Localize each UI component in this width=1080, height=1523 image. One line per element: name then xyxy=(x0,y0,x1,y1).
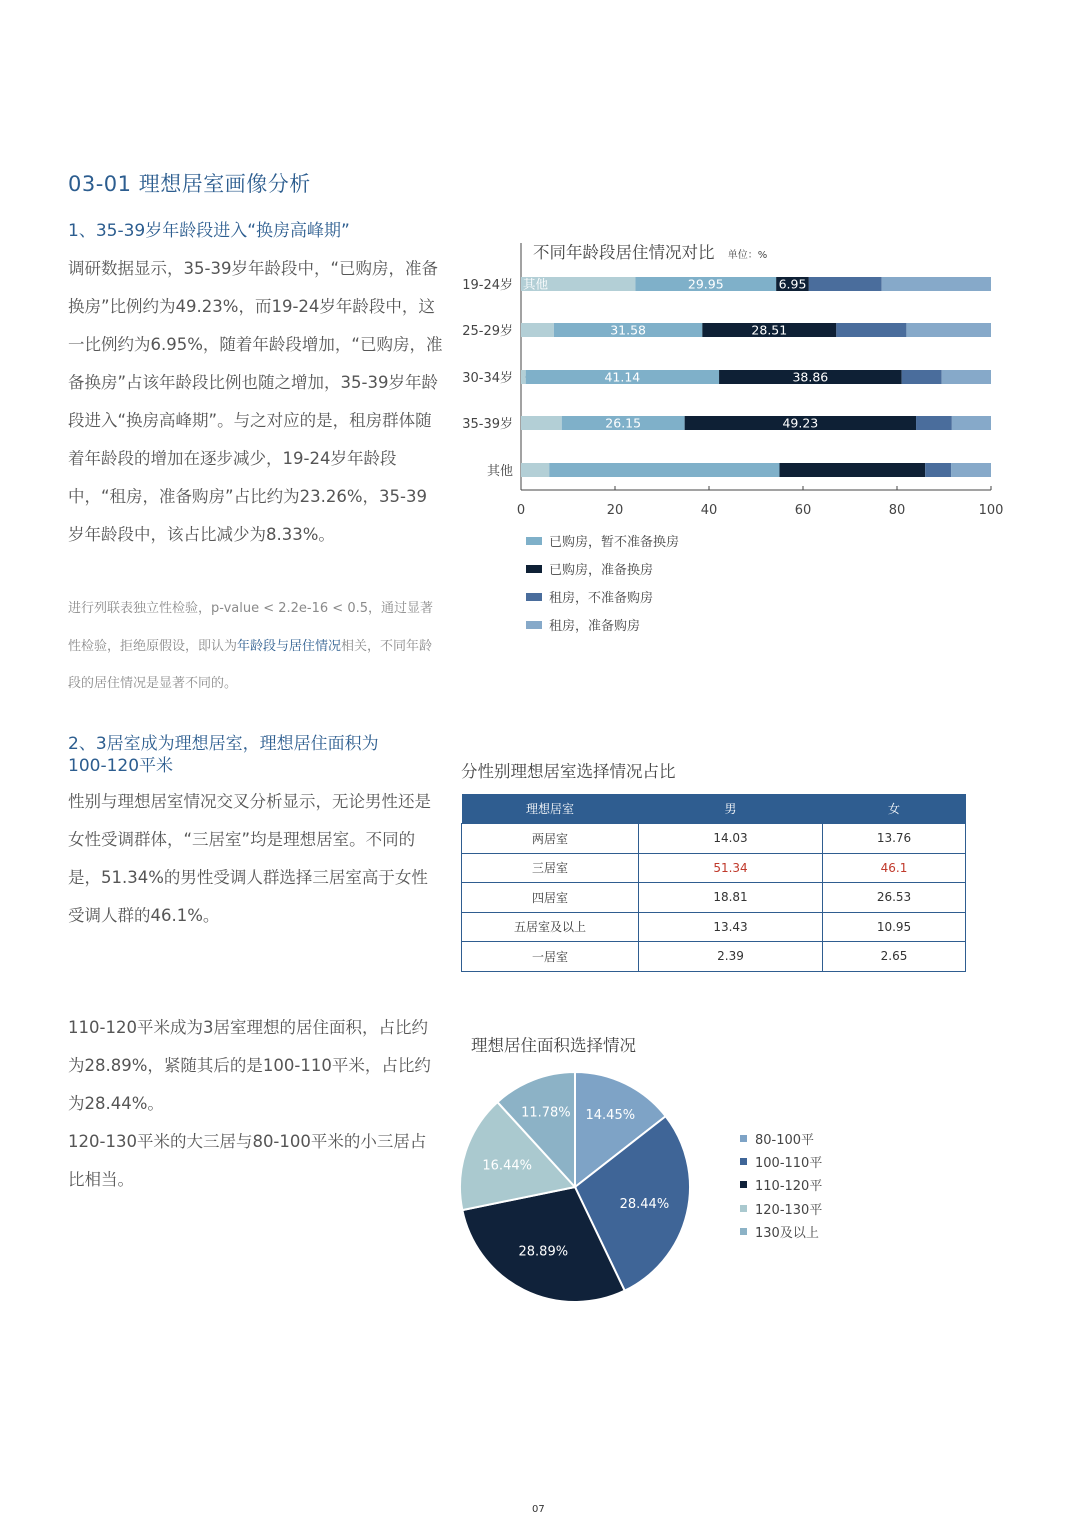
bar-value-label: 38.86 xyxy=(792,369,829,385)
part2-paragraph: 性别与理想居室情况交叉分析显示，无论男性还是女性受调群体，“三居室”均是理想居室。不同的是，51.34%的男性受调人群选择三居室高于女性受调人群的46.1%。 xyxy=(68,792,431,925)
pie-legend-item xyxy=(740,1152,822,1171)
x-tick-label: 0 xyxy=(516,503,526,518)
bar-segment xyxy=(882,277,991,291)
bar-value-label: 29.95 xyxy=(687,276,724,292)
category-label: 30-34岁 xyxy=(462,371,513,386)
legend-swatch xyxy=(740,1135,747,1142)
table-row xyxy=(462,912,966,942)
category-label: 其他 xyxy=(486,464,513,479)
category-label: 19-24岁 xyxy=(462,278,513,293)
table-row xyxy=(462,883,966,913)
bar-segment-other xyxy=(521,416,562,430)
bar-segment xyxy=(916,416,952,430)
bar-segment xyxy=(780,463,926,477)
x-tick-label: 20 xyxy=(606,503,624,518)
category-label: 25-29岁 xyxy=(462,324,513,339)
pie-value-label: 16.44% xyxy=(482,1158,532,1174)
note-text-before: 进行列联表独立性检验，p-value < 2.2e-16 < 0.5，通过显著性检验，拒绝原假设，即认为 xyxy=(68,601,433,654)
legend-label: 130及以上 xyxy=(755,1225,819,1241)
table-cell: 2.39 xyxy=(639,942,823,972)
legend-swatch xyxy=(740,1158,747,1165)
pie-legend-item xyxy=(740,1129,814,1148)
legend-label: 110-120平 xyxy=(755,1179,823,1195)
bar-value-label: 49.23 xyxy=(782,415,819,431)
table-row xyxy=(462,824,966,854)
pie-value-label: 28.89% xyxy=(518,1244,569,1260)
pie-legend-item xyxy=(740,1199,822,1218)
bar-legend-item xyxy=(526,531,679,550)
legend-swatch xyxy=(526,537,542,545)
part1-heading: 1、35-39岁年龄段进入“换房高峰期” xyxy=(68,221,350,241)
category-label: 35-39岁 xyxy=(462,417,513,432)
table-header-female: 女 xyxy=(823,794,966,824)
bar-segment-other xyxy=(521,323,554,337)
table-cell-highlight: 46.1 xyxy=(823,853,966,883)
part3-paragraph-1: 110-120平米成为3居室理想的居住面积，占比约为28.89%，紧随其后的是100-110平米，占比约为28.44%。 xyxy=(68,1018,431,1113)
legend-swatch xyxy=(740,1228,747,1235)
legend-label: 租房，不准备购房 xyxy=(549,591,654,606)
table-row xyxy=(462,942,966,972)
bar-segment xyxy=(902,370,942,384)
bar-segment-other xyxy=(521,463,549,477)
table-header-room: 理想居室 xyxy=(462,794,639,824)
area-preference-pie-chart xyxy=(455,1066,700,1311)
table-title: 分性别理想居室选择情况占比 xyxy=(461,762,676,781)
pie-chart-title: 理想居住面积选择情况 xyxy=(471,1036,636,1055)
x-tick-label: 60 xyxy=(794,503,812,518)
note-text-after: 相关，不同年龄段的居住情况是显著不同的。 xyxy=(68,638,433,691)
table-cell: 13.76 xyxy=(823,824,966,854)
part2-heading: 2、3居室成为理想居室，理想居住面积为100-120平米 xyxy=(68,734,379,776)
bar-segment xyxy=(942,370,991,384)
page-number: 07 xyxy=(532,1504,545,1515)
bar-legend-item xyxy=(526,559,653,578)
table-cell-highlight: 51.34 xyxy=(639,853,823,883)
bar-segment xyxy=(809,277,882,291)
pie-value-label: 11.78% xyxy=(521,1105,571,1121)
legend-label: 80-100平 xyxy=(755,1133,815,1148)
legend-swatch xyxy=(740,1205,747,1212)
legend-label: 已购房，准备换房 xyxy=(549,563,654,578)
part3-text xyxy=(68,1009,438,1199)
pie-legend-item xyxy=(740,1175,822,1194)
table-header-row xyxy=(462,794,966,824)
x-tick-label: 80 xyxy=(888,503,906,518)
note-highlight: 年龄段与居住情况 xyxy=(237,638,342,654)
significance-note xyxy=(68,590,443,703)
bar-segment xyxy=(549,463,779,477)
other-segment-label: 其他 xyxy=(523,276,549,292)
x-tick-label: 40 xyxy=(700,503,718,518)
table-cell: 14.03 xyxy=(639,824,823,854)
part3-paragraph-2: 120-130平米的大三居与80-100平米的小三居占比相当。 xyxy=(68,1132,427,1189)
bar-segment xyxy=(925,463,951,477)
bar-value-label: 31.58 xyxy=(610,322,647,338)
legend-swatch xyxy=(526,565,542,573)
table-row xyxy=(462,853,966,883)
bar-segment xyxy=(952,416,991,430)
bar-segment xyxy=(951,463,991,477)
bar-chart-title-text: 不同年龄段居住情况对比 xyxy=(533,243,715,262)
table-cell: 五居室及以上 xyxy=(462,912,639,942)
legend-label: 已购房，暂不准备换房 xyxy=(549,535,680,550)
legend-swatch xyxy=(740,1181,747,1188)
table-cell: 10.95 xyxy=(823,912,966,942)
table-cell: 18.81 xyxy=(639,883,823,913)
bar-segment-other xyxy=(521,370,526,384)
table-header-male: 男 xyxy=(639,794,823,824)
bar-segment xyxy=(836,323,906,337)
legend-label: 100-110平 xyxy=(755,1156,823,1172)
section-title: 03-01 理想居室画像分析 xyxy=(68,172,311,196)
pie-value-label: 28.44% xyxy=(619,1196,670,1212)
table-cell: 一居室 xyxy=(462,942,639,972)
table-cell: 两居室 xyxy=(462,824,639,854)
bar-legend-item xyxy=(526,587,653,606)
pie-value-label: 14.45% xyxy=(585,1108,636,1124)
table-cell: 三居室 xyxy=(462,853,639,883)
table-cell: 26.53 xyxy=(823,883,966,913)
legend-label: 120-130平 xyxy=(755,1202,823,1218)
table-cell: 13.43 xyxy=(639,912,823,942)
bar-value-label: 41.14 xyxy=(604,369,641,385)
bar-value-label: 26.15 xyxy=(605,415,642,431)
pie-legend-item xyxy=(740,1222,819,1241)
bar-segment xyxy=(906,323,991,337)
bar-value-label: 6.95 xyxy=(778,276,807,292)
part1-paragraph: 调研数据显示，35-39岁年龄段中，“已购房，准备换房”比例约为49.23%，而19-24岁年龄段中，这一比例约为6.95%，随着年龄段增加，“已购房，准备换房”占该年龄段比例也随之增加，35-39岁年龄段进入“换房高峰期”。与之对应的是，租房群体随着年龄段的增加在逐步减少，19-24岁年龄段中，“租房，准备购房”占比约为23.26%，35-39岁年龄段中，该占比减少为8.33%。 xyxy=(68,259,443,544)
table-cell: 2.65 xyxy=(823,942,966,972)
bar-value-label: 28.51 xyxy=(751,322,788,338)
table-cell: 四居室 xyxy=(462,883,639,913)
bar-chart-unit: 单位：% xyxy=(727,250,768,261)
legend-swatch xyxy=(526,621,542,629)
bar-legend-item xyxy=(526,615,640,634)
legend-swatch xyxy=(526,593,542,601)
room-preference-table xyxy=(461,794,966,972)
x-tick-label: 100 xyxy=(978,503,1004,518)
age-residence-bar-chart xyxy=(450,240,1030,530)
legend-label: 租房，准备购房 xyxy=(549,619,641,634)
